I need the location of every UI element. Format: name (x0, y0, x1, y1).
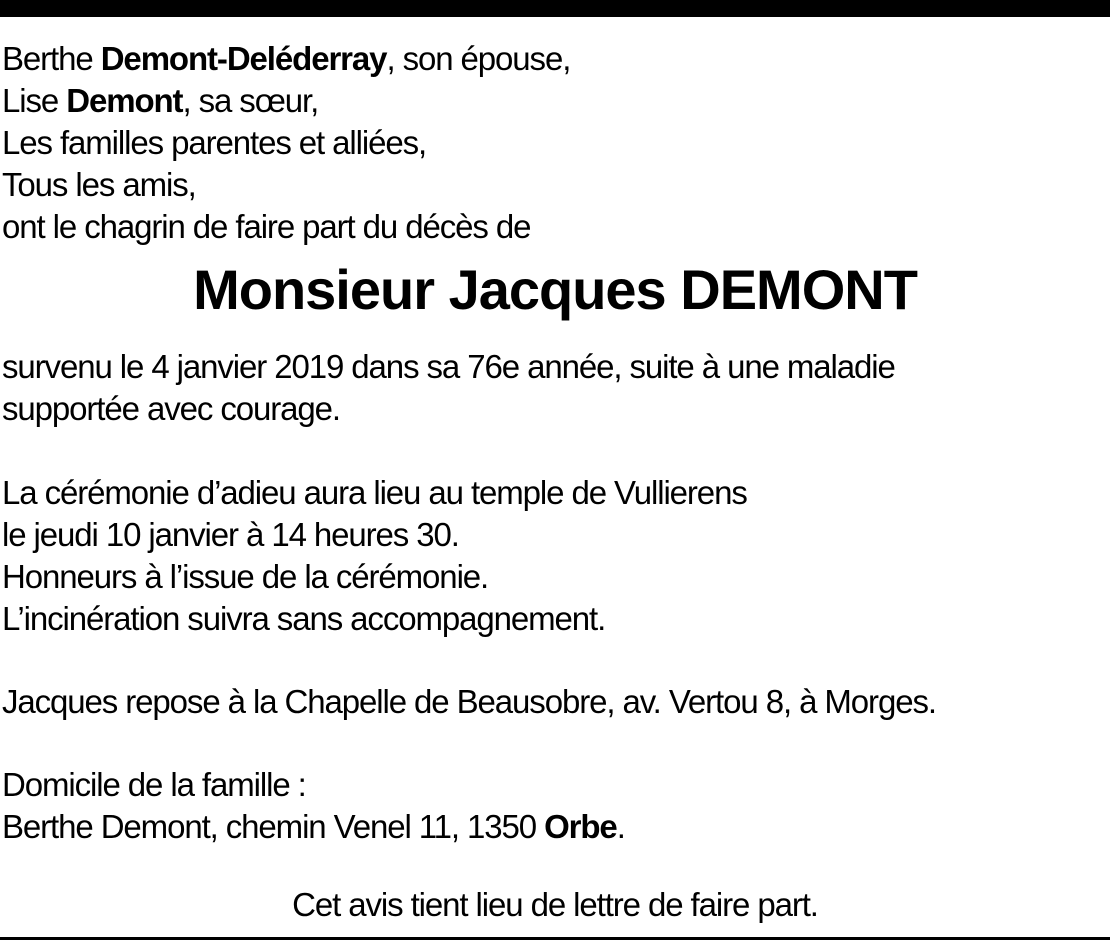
closing-note: Cet avis tient lieu de lettre de faire part. (292, 886, 818, 923)
mourner-sister-firstname: Lise (2, 82, 67, 119)
domicile-address (2, 810, 625, 843)
domicile-label: Domicile de la famille : (2, 766, 306, 803)
family-line: ont le chagrin de faire part du décès de (2, 208, 531, 245)
mourner-sister-surname: Demont (66, 82, 183, 119)
domicile-street: Berthe Demont, chemin Venel 11, 1350 (2, 808, 545, 845)
repose-line: Jacques repose à la Chapelle de Beausobre, av. Vertou 8, à Morges. (2, 683, 936, 720)
ceremony-line: La cérémonie d’adieu aura lieu au temple de Vullierens (2, 474, 747, 511)
family-line: Tous les amis, (2, 166, 196, 203)
mourner-spouse-firstname: Berthe (2, 40, 101, 77)
death-detail-line: survenu le 4 janvier 2019 dans sa 76e année, suite à une maladie (2, 348, 895, 385)
deceased-name: Monsieur Jacques DEMONT (193, 258, 917, 321)
domicile-punctuation: . (616, 808, 625, 845)
mourner-sister-relation: , sa sœur, (182, 82, 319, 119)
mourner-spouse-surname: Demont-Deléderray (100, 40, 387, 77)
family-line: Les familles parentes et alliées, (2, 124, 427, 161)
mourner-spouse-line (2, 42, 570, 75)
bottom-border-rule (0, 937, 1110, 940)
ceremony-line: L’incinération suivra sans accompagnement. (2, 600, 606, 637)
mourner-spouse-relation: , son épouse, (386, 40, 571, 77)
ceremony-line: Honneurs à l’issue de la cérémonie. (2, 558, 489, 595)
mourner-sister-line (2, 84, 318, 117)
death-detail-line: supportée avec courage. (2, 390, 340, 427)
ceremony-line: le jeudi 10 janvier à 14 heures 30. (2, 516, 459, 553)
domicile-town: Orbe (544, 808, 617, 845)
